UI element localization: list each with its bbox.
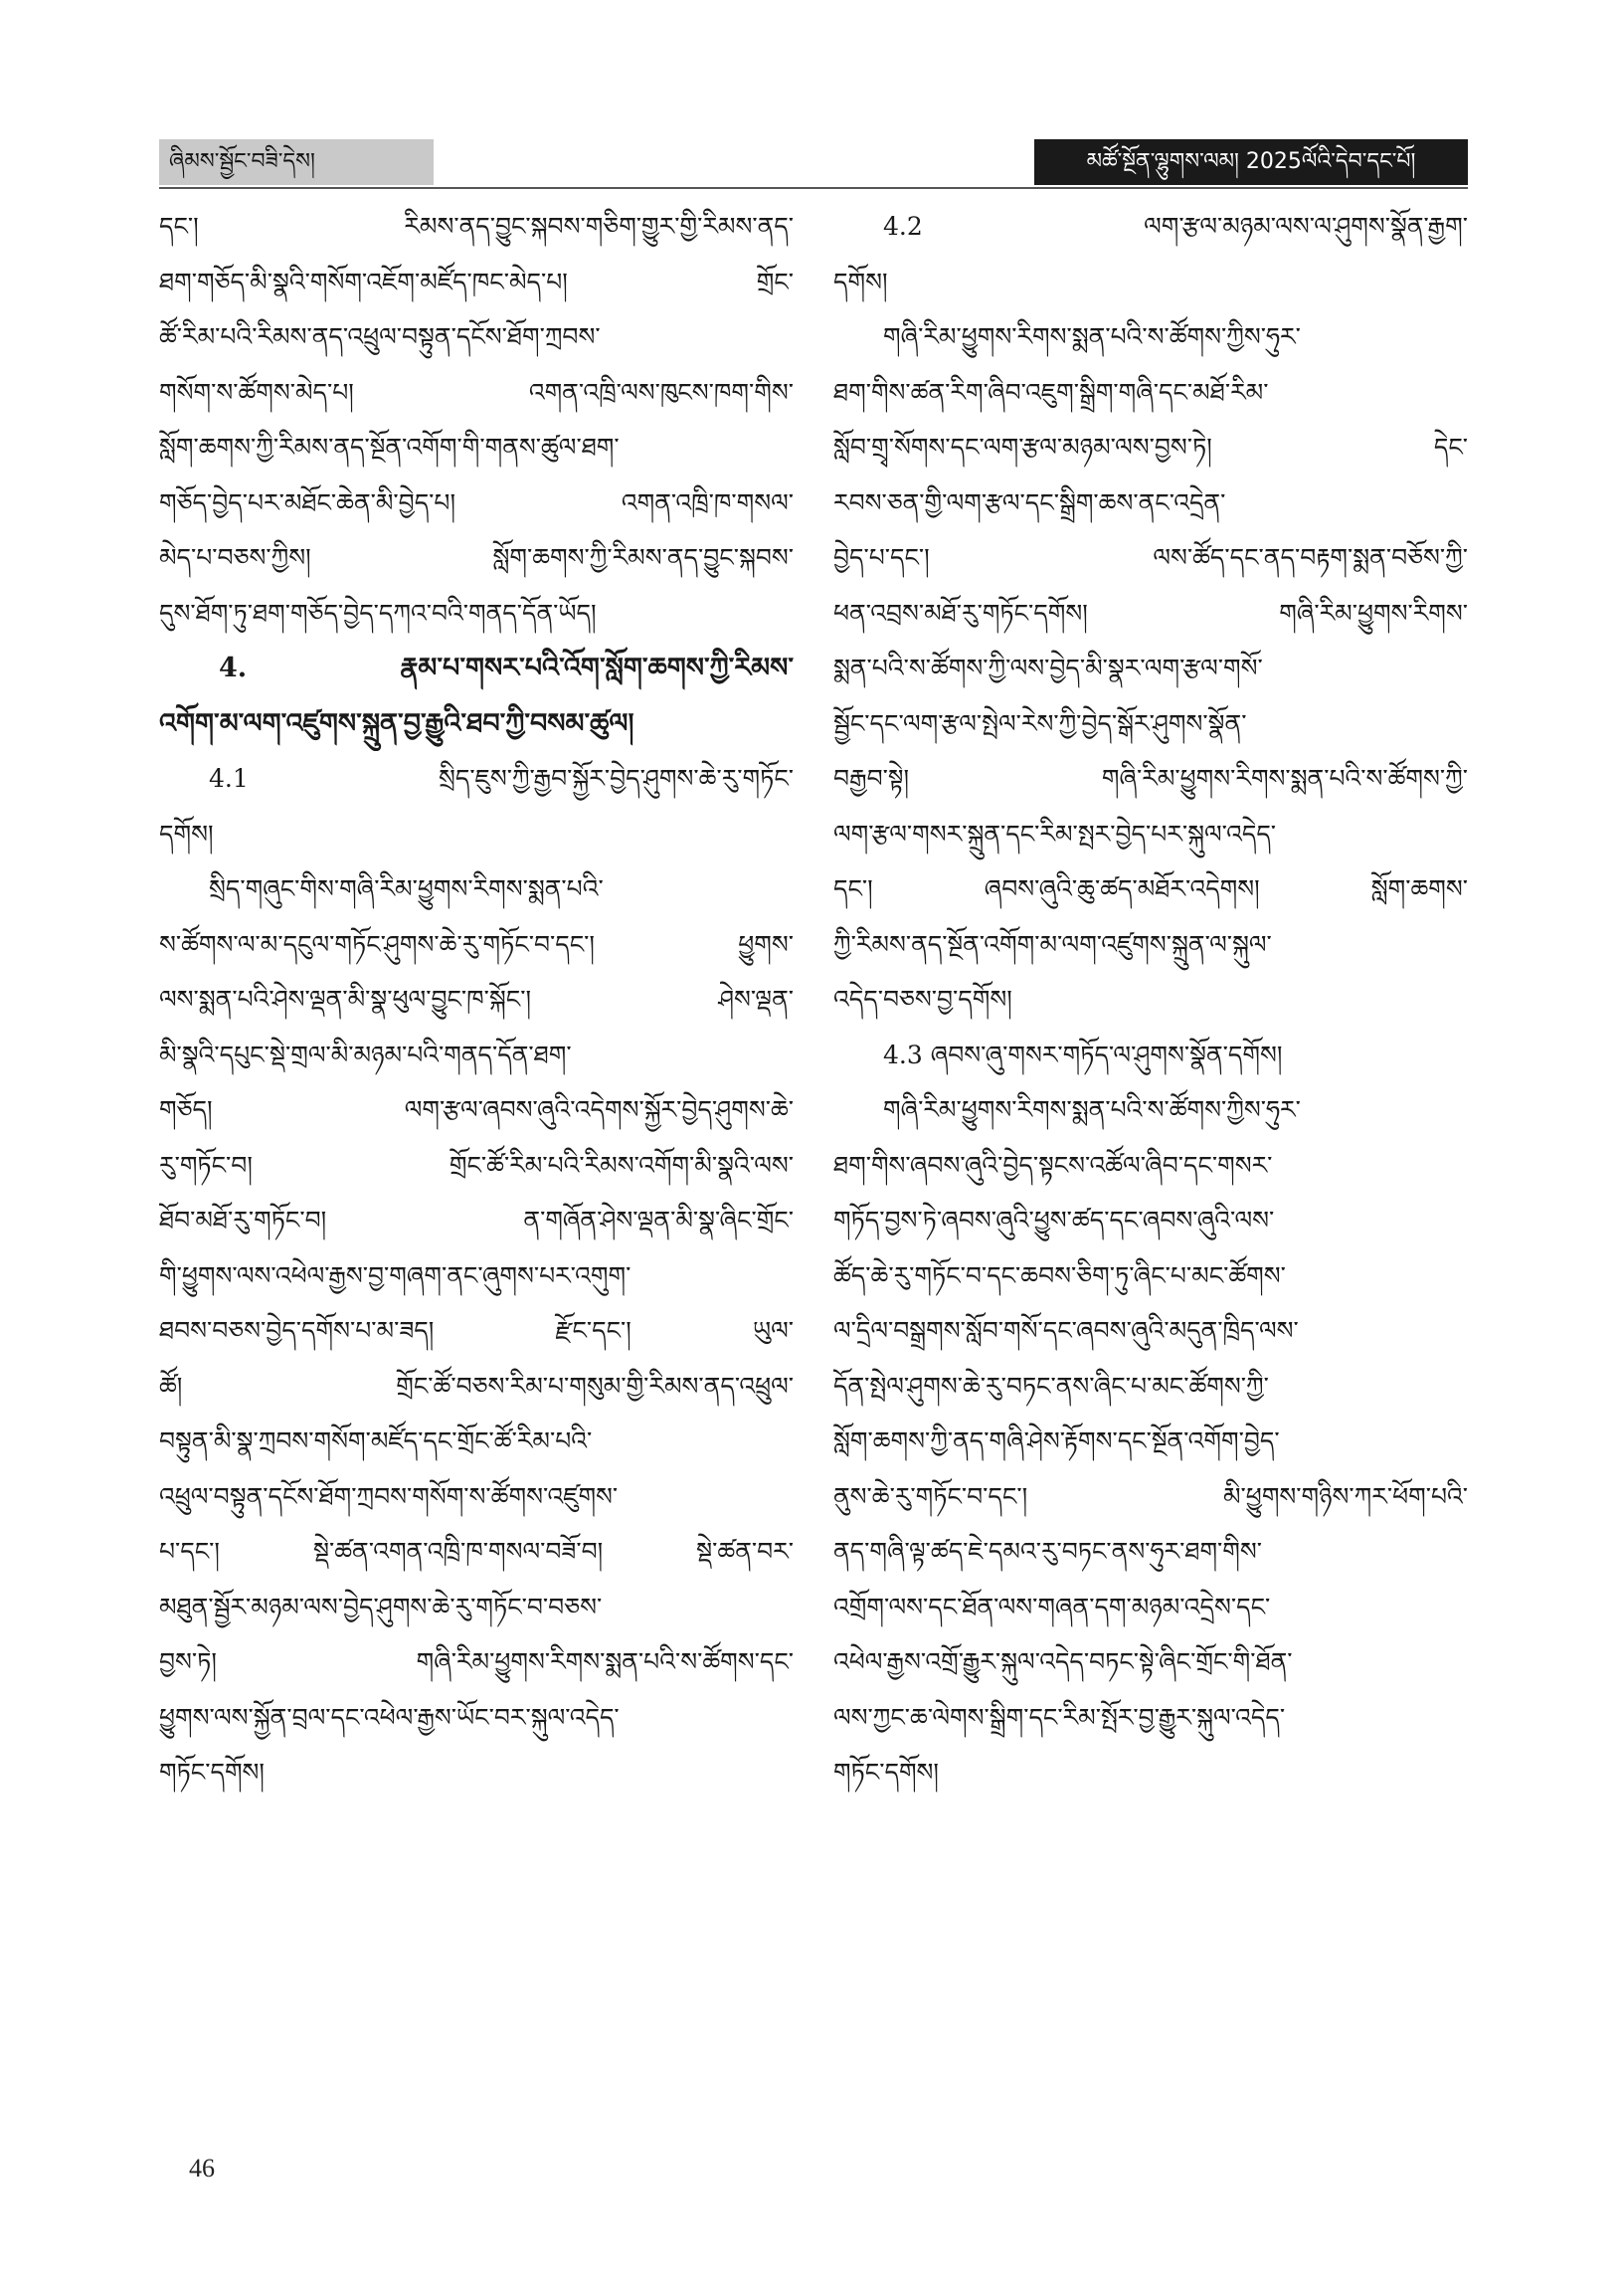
text-line: ཕྱུགས་ལས་སྐྱོན་བྲལ་དང་འཕེལ་རྒྱས་ཡོང་བར་སྐུལ་འདེད་ — [159, 1702, 620, 1732]
text-line: ཐག་གཅོད་མི་སྣའི་གསོག་འཇོག་མཛོད་ཁང་མེད་པ། གྲོང་ — [159, 267, 794, 296]
page-number: 46 — [189, 2154, 215, 2183]
text-line: ཀྱི་རིམས་ནད་སྔོན་འགོག་མ་ལག་འཛུགས་སྐྲུན་ལ་སྐུལ་ — [833, 929, 1272, 959]
text-line: སློབ་གྲྭ་སོགས་དང་ལག་རྩལ་མཉམ་ལས་བྱས་ཏེ། དེང་ — [833, 433, 1468, 462]
text-line: གཏོང་དགོས། — [833, 1758, 939, 1787]
text-line: བསྟུན་མི་སྣ་ཀྲབས་གསོག་མཛོད་དང་གྲོང་ཚོ་རིམ་པའི་ — [159, 1426, 593, 1455]
text-line: གཅོད་བྱེད་པར་མཐོང་ཆེན་མི་བྱེད་པ། འགན་འཁྲི་ཁ་གསལ་ — [159, 487, 794, 517]
text-line: ནད་གཞི་ལྟ་ཚད་ཇེ་དམའ་རུ་བཏང་ནས་ཧུར་ཐག་གིས་ — [833, 1537, 1263, 1566]
text-line: འགྲོག་ལས་དང་ཐོན་ལས་གཞན་དག་མཉམ་འདྲེས་དང་ — [833, 1592, 1271, 1621]
text-line: བྱེད་པ་དང་། ལས་ཚོད་དང་ནད་བརྟག་སྨན་བཅོས་ཀྱི་ — [833, 543, 1468, 572]
text-line: ཚོད་ཆེ་རུ་གཏོང་བ་དང་ཆབས་ཅིག་ཏུ་ཞིང་པ་མང་ཚོགས་ — [833, 1260, 1286, 1290]
left-column — [159, 199, 794, 1801]
text-line: དགོས། — [159, 819, 214, 849]
text-line: གཅོད། ལག་རྩལ་ཞབས་ཞུའི་འདེགས་སྐྱོར་བྱེད་ཤུགས་ཆེ་ — [159, 1095, 794, 1124]
header-rule — [159, 187, 1468, 189]
running-header-journal: མཚོ་སྔོན་ལྷུགས་ལམ། 2025ལོའི་དེབ་དང་པོ། — [1034, 139, 1468, 185]
text-line: 4.2 ལག་རྩལ་མཉམ་ལས་ལ་ཤུགས་སྣོན་རྒྱག་ — [883, 212, 1468, 241]
text-line: མེད་པ་བཅས་ཀྱིས། སློག་ཆགས་ཀྱི་རིམས་ནད་བྱུང་སྐབས་ — [159, 543, 794, 572]
text-line: ས་ཚོགས་ལ་མ་དངུལ་གཏོང་ཤུགས་ཆེ་རུ་གཏོང་བ་དང་། ཕྱུགས་ — [159, 929, 794, 959]
text-line: ལག་རྩལ་གསར་སྐྲུན་དང་རིམ་སྤར་བྱེད་པར་སྐུལ་འདེད་ — [833, 819, 1277, 849]
text-line: ནུས་ཆེ་རུ་གཏོང་བ་དང་། མི་ཕྱུགས་གཉིས་ཀར་ཕོག་པའི་ — [833, 1481, 1468, 1511]
text-line: ཚོ་རིམ་པའི་རིམས་ནད་འཕྲུལ་བསྟུན་དངོས་ཐོག་ཀྲབས་ — [159, 322, 601, 351]
text-line: འཕྲུལ་བསྟུན་དངོས་ཐོག་ཀྲབས་གསོག་ས་ཚོགས་འཛུགས་ — [159, 1481, 619, 1511]
text-line: མི་སྣའི་དཔུང་སྡེ་གྲལ་མི་མཉམ་པའི་གནད་དོན་ཐག་ — [159, 1040, 572, 1069]
text-line: གཏོད་བྱས་ཏེ་ཞབས་ཞུའི་ཕྱུས་ཚད་དང་ཞབས་ཞུའི་ལས་ — [833, 1206, 1275, 1234]
text-line: གཞི་རིམ་ཕྱུགས་རིགས་སྨན་པའི་ས་ཚོགས་ཀྱིས་ཧུར་ — [883, 1095, 1301, 1124]
text-line: སློག་ཆགས་ཀྱི་རིམས་ནད་སྔོན་འགོག་གི་གནས་ཚུལ་ཐག་ — [159, 433, 620, 462]
text-line: གཏོང་དགོས། — [159, 1758, 265, 1787]
text-line: སློག་ཆགས་ཀྱི་ནད་གཞི་ཤེས་རྟོགས་དང་སྔོན་འགོག་བྱེད་ — [833, 1426, 1280, 1455]
running-header-section: ཞིམས་སྦྱོང་བཟི་དེས། — [159, 139, 434, 185]
text-line: དང་། ཞབས་ཞུའི་ཆུ་ཚད་མཐོར་འདེགས། སློག་ཆགས་ — [833, 874, 1468, 903]
text-line: དུས་ཐོག་ཏུ་ཐག་གཅོད་བྱེད་དཀའ་བའི་གནད་དོན་ཡོད། — [159, 598, 597, 628]
text-line: གི་ཕྱུགས་ལས་འཕེལ་རྒྱས་བྱ་གཞག་ནང་ཞུགས་པར་འགུག་ — [159, 1260, 632, 1290]
text-line: འདེད་བཅས་བྱ་དགོས། — [833, 985, 1012, 1014]
text-line: ལ་དྲིལ་བསྒྲགས་སློབ་གསོ་དང་ཞབས་ཞུའི་མདུན་ཁྲིད་ལས་ — [833, 1316, 1299, 1345]
text-line: བྱས་ཏེ། གཞི་རིམ་ཕྱུགས་རིགས་སྨན་པའི་ས་ཚོགས་དང་ — [159, 1647, 794, 1676]
text-line: ཐབས་བཅས་བྱེད་དགོས་པ་མ་ཟད། རྫོང་དང་། ཡུལ་ — [159, 1316, 794, 1345]
text-line: རུ་གཏོང་བ། གྲོང་ཚོ་རིམ་པའི་རིམས་འགོག་མི་སྣའི་ལས་ — [159, 1150, 794, 1180]
text-line: འཕེལ་རྒྱས་འགྲོ་རྒྱུར་སྐུལ་འདེད་བཏང་སྟེ་ཞིང་གྲོང་གི་ཐོན་ — [833, 1647, 1293, 1676]
text-line: ཚོ། གྲོང་ཚོ་བཅས་རིམ་པ་གསུམ་གྱི་རིམས་ནད་འཕྲུལ་ — [159, 1371, 794, 1401]
text-line: ཐག་གིས་ཚན་རིག་ཞིབ་འཇུག་སྒྲིག་གཞི་དང་མཐོ་རིམ་ — [833, 377, 1269, 407]
text-line: ཐག་གིས་ཞབས་ཞུའི་བྱེད་སྟངས་འཚོལ་ཞིབ་དང་གསར་ — [833, 1150, 1273, 1180]
text-line: དང་། རིམས་ནད་བྱུང་སྐབས་གཅིག་གྱུར་གྱི་རིམས་ནད་ — [159, 212, 794, 241]
text-line: 4.1 སྲིད་ཇུས་ཀྱི་རྒྱབ་སྐྱོར་བྱེད་ཤུགས་ཆེ་རུ་གཏོང་ — [209, 764, 794, 793]
text-line: དོན་སྤེལ་ཤུགས་ཆེ་རུ་བཏང་ནས་ཞིང་པ་མང་ཚོགས་ཀྱི་ — [833, 1371, 1269, 1401]
text-line: ལས་སྨན་པའི་ཤེས་ལྡན་མི་སྣ་ཕུལ་བྱུང་ཁ་སྐོང་། ཤེས་ལྡན་ — [159, 985, 794, 1014]
text-line: གསོག་ས་ཚོགས་མེད་པ། འགན་འཁྲི་ལས་ཁུངས་ཁག་གིས་ — [159, 377, 794, 407]
text-line: མཐུན་སྦྱོར་མཉམ་ལས་བྱེད་ཤུགས་ཆེ་རུ་གཏོང་བ་བཅས་ — [159, 1592, 603, 1621]
text-line: གཞི་རིམ་ཕྱུགས་རིགས་སྨན་པའི་ས་ཚོགས་ཀྱིས་ཧུར་ — [883, 322, 1301, 351]
text-line: བརྒྱབ་སྟེ། གཞི་རིམ་ཕྱུགས་རིགས་སྨན་པའི་ས་ཚོགས་ཀྱི་ — [833, 764, 1468, 793]
text-line: དགོས། — [833, 267, 888, 296]
text-line: པ་དང་། སྡེ་ཚན་འགན་འཁྲི་ཁ་གསལ་བཟོ་བ། སྡེ་ཚན་བར་ — [159, 1537, 794, 1566]
right-column — [833, 199, 1468, 1801]
text-line: སྨན་པའི་ས་ཚོགས་ཀྱི་ལས་བྱེད་མི་སྣར་ལག་རྩལ་གསོ་ — [833, 654, 1263, 682]
section-heading-line: འགོག་མ་ལག་འཛུགས་སྐྲུན་བྱ་རྒྱུའི་ཐབ་ཀྱི་བསམ་ཚུལ། — [159, 707, 634, 739]
text-line: སྲིད་གཞུང་གིས་གཞི་རིམ་ཕྱུགས་རིགས་སྨན་པའི་ — [209, 874, 604, 903]
text-line: ཕན་འབྲས་མཐོ་རུ་གཏོང་དགོས། གཞི་རིམ་ཕྱུགས་རིགས་ — [833, 598, 1468, 628]
text-line: 4.3 ཞབས་ཞུ་གསར་གཏོད་ལ་ཤུགས་སྣོན་དགོས། — [883, 1040, 1283, 1069]
text-line: ཐོབ་མཐོ་རུ་གཏོང་བ། ན་གཞོན་ཤེས་ལྡན་མི་སྣ་ཞིང་གྲོང་ — [159, 1206, 794, 1234]
text-line: སྦྱོང་དང་ལག་རྩལ་སྤེལ་རེས་ཀྱི་བྱེད་སྒོར་ཤུགས་སྣོན་ — [833, 708, 1247, 738]
section-heading-line: 4. རྣམ་པ་གསར་པའི་འོག་སློག་ཆགས་ཀྱི་རིམས་ — [219, 653, 794, 683]
text-line: ལས་ཀྱང་ཆ་ལེགས་སྒྲིག་དང་རིམ་སྤོར་བྱ་རྒྱུར་སྐུལ་འདེད་ — [833, 1702, 1286, 1732]
text-line: རབས་ཅན་གྱི་ལག་རྩལ་དང་སྒྲིག་ཆས་ནང་འདྲེན་ — [833, 487, 1226, 517]
